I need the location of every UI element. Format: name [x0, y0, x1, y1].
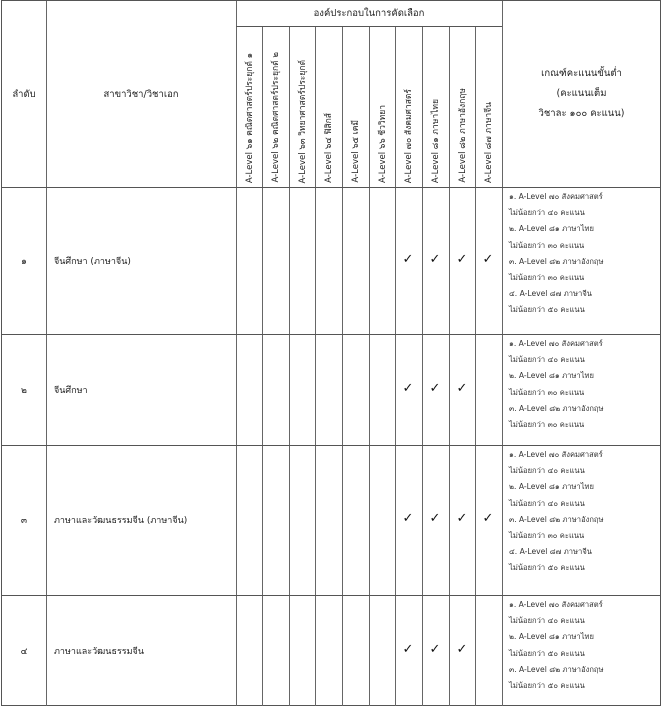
row-divider	[2, 187, 661, 188]
check-mark-icon: ✓	[429, 380, 441, 396]
criteria-line: ๑. A-Level ๗๐ สังคมศาสตร์	[509, 192, 603, 201]
criteria-line: ไม่น้อยกว่า ๕๐ คะแนน	[509, 648, 585, 658]
header-group: องค์ประกอบในการคัดเลือก	[313, 8, 425, 19]
row-order: ๒	[21, 385, 27, 396]
row-order: ๔	[20, 646, 28, 657]
check-mark-icon: ✓	[456, 251, 468, 267]
check-mark-icon: ✓	[429, 251, 441, 267]
column-divider	[46, 1, 47, 706]
row-order-cell	[2, 595, 46, 706]
subject-header: A-Level ๘๑ ภาษาไทย	[431, 98, 441, 183]
row-order-cell	[2, 334, 46, 445]
header-criteria-sub1: (คะแนนเต็ม	[556, 88, 607, 99]
criteria-line: ไม่น้อยกว่า ๔๐ คะแนน	[509, 616, 585, 626]
criteria-line: ๔. A-Level ๘๗ ภาษาจีน	[509, 289, 592, 299]
criteria-line: ไม่น้อยกว่า ๔๐ คะแนน	[509, 466, 585, 476]
check-mark-icon: ✓	[402, 511, 414, 526]
criteria-line: ๒. A-Level ๘๑ ภาษาไทย	[509, 632, 594, 642]
header-group-cell	[236, 1, 502, 26]
row-order-cell	[2, 187, 46, 334]
check-mark-icon: ✓	[482, 511, 494, 526]
header-criteria-cell	[502, 1, 661, 187]
row-criteria	[509, 447, 659, 577]
subject-header: A-Level ๘๒ ภาษาอังกฤษ	[458, 88, 468, 183]
subject-header: A-Level ๖๓ วิทยาศาสตร์ประยุกต์	[298, 59, 308, 183]
column-divider	[369, 26, 370, 706]
row-major: จีนศึกษา	[54, 385, 88, 396]
column-divider	[342, 26, 343, 706]
column-divider	[315, 26, 316, 706]
criteria-line: ๓. A-Level ๘๒ ภาษาอังกฤษ	[509, 403, 604, 413]
header-major: สาขาวิชา/วิชาเอก	[103, 88, 179, 100]
row-criteria	[509, 189, 659, 319]
column-divider	[422, 26, 423, 706]
criteria-line: ๓. A-Level ๘๒ ภาษาอังกฤษ	[509, 514, 604, 524]
check-mark-icon: ✓	[456, 511, 468, 526]
row-criteria	[509, 336, 659, 433]
header-criteria-title: เกณฑ์คะแนนขั้นต่ำ	[541, 68, 622, 79]
criteria-line: ไม่น้อยกว่า ๕๐ คะแนน	[509, 563, 585, 573]
criteria-line: ไม่น้อยกว่า ๔๐ คะแนน	[509, 355, 585, 365]
subject-header: A-Level ๖๔ ฟิสิกส์	[324, 113, 334, 183]
criteria-line: ๑. A-Level ๗๐ สังคมศาสตร์	[509, 450, 603, 459]
row-divider	[2, 595, 661, 596]
criteria-line: ไม่น้อยกว่า ๓๐ คะแนน	[509, 273, 585, 283]
row-major: จีนศึกษา (ภาษาจีน)	[54, 256, 131, 267]
row-divider	[2, 445, 661, 446]
check-mark-icon: ✓	[429, 641, 441, 657]
column-divider	[262, 26, 263, 706]
criteria-line: ๒. A-Level ๘๑ ภาษาไทย	[509, 224, 594, 234]
row-major-cell	[54, 187, 234, 334]
column-divider	[236, 1, 237, 706]
check-mark-icon: ✓	[456, 641, 468, 657]
check-mark-icon: ✓	[482, 251, 494, 267]
row-major: ภาษาและวัฒนธรรมจีน (ภาษาจีน)	[54, 516, 188, 526]
criteria-line: ๒. A-Level ๘๑ ภาษาไทย	[509, 482, 594, 492]
column-divider	[395, 26, 396, 706]
subject-header: A-Level ๖๖ ชีววิทยา	[378, 105, 388, 183]
criteria-line: ๑. A-Level ๗๐ สังคมศาสตร์	[509, 600, 603, 609]
row-order: ๑	[21, 256, 27, 267]
column-divider	[475, 26, 476, 706]
criteria-line: ไม่น้อยกว่า ๓๐ คะแนน	[509, 531, 585, 541]
criteria-line: ไม่น้อยกว่า ๓๐ คะแนน	[509, 387, 585, 397]
criteria-line: ๔. A-Level ๘๗ ภาษาจีน	[509, 547, 592, 557]
subject-header: A-Level ๗๐ สังคมศาสตร์	[404, 88, 414, 183]
check-mark-icon: ✓	[456, 380, 468, 396]
row-criteria	[509, 597, 659, 694]
header-order: ลำดับ	[12, 88, 36, 100]
row-divider	[236, 26, 502, 27]
criteria-line: ๒. A-Level ๘๑ ภาษาไทย	[509, 371, 594, 381]
subject-header: A-Level ๖๒ คณิตศาสตร์ประยุกต์ ๒	[271, 52, 281, 183]
row-order: ๓	[20, 516, 28, 526]
subject-header: A-Level ๖๑ คณิตศาสตร์ประยุกต์ ๑	[245, 52, 255, 183]
criteria-line: ๓. A-Level ๘๒ ภาษาอังกฤษ	[509, 256, 604, 266]
check-mark-icon: ✓	[402, 380, 414, 396]
header-major-cell	[46, 1, 236, 187]
subject-header: A-Level ๘๗ ภาษาจีน	[484, 101, 494, 183]
selection-criteria-table	[1, 0, 661, 706]
criteria-line: ๑. A-Level ๗๐ สังคมศาสตร์	[509, 339, 603, 348]
header-criteria-sub2: วิชาละ ๑๐๐ คะแนน)	[538, 108, 625, 119]
criteria-line: ไม่น้อยกว่า ๕๐ คะแนน	[509, 305, 585, 315]
column-divider	[449, 26, 450, 706]
row-major: ภาษาและวัฒนธรรมจีน	[54, 646, 144, 657]
check-mark-icon: ✓	[402, 251, 414, 267]
row-major-cell	[54, 595, 234, 706]
row-order-cell	[2, 445, 46, 595]
column-divider	[289, 26, 290, 706]
row-major-cell	[54, 334, 234, 445]
criteria-line: ไม่น้อยกว่า ๓๐ คะแนน	[509, 420, 585, 430]
subject-header: A-Level ๖๕ เคมี	[351, 120, 361, 183]
check-mark-icon: ✓	[402, 641, 414, 657]
criteria-line: ไม่น้อยกว่า ๔๐ คะแนน	[509, 208, 585, 218]
criteria-line: ๓. A-Level ๘๒ ภาษาอังกฤษ	[509, 664, 604, 674]
header-order-cell	[2, 1, 46, 187]
criteria-line: ไม่น้อยกว่า ๔๐ คะแนน	[509, 498, 585, 508]
check-mark-icon: ✓	[429, 511, 441, 526]
row-major-cell	[54, 445, 234, 595]
row-divider	[2, 334, 661, 335]
criteria-line: ไม่น้อยกว่า ๓๐ คะแนน	[509, 240, 585, 250]
criteria-line: ไม่น้อยกว่า ๕๐ คะแนน	[509, 681, 585, 691]
column-divider	[502, 1, 503, 706]
